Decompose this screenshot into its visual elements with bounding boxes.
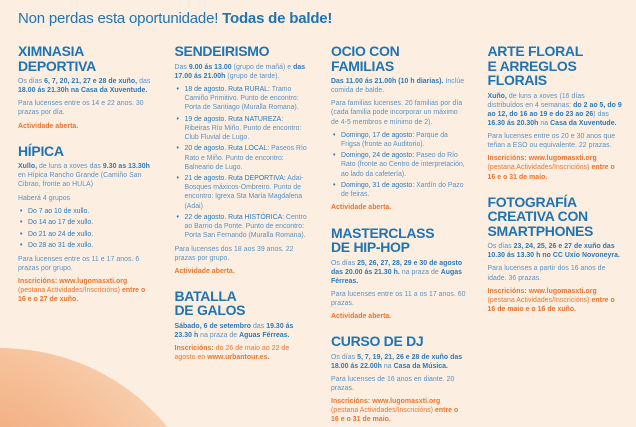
- paragraph-body: [331, 375, 466, 393]
- text-segment: Os días: [331, 259, 358, 267]
- section-batalla-de-galos: [175, 289, 310, 363]
- text-segment: 20 de agosto. Ruta LOCAL:: [184, 145, 270, 153]
- paragraph-body: [175, 245, 310, 263]
- text-segment: Do 28 ao 31 de xullo.: [28, 242, 94, 250]
- section-ocio-con-familias: [331, 44, 466, 213]
- text-segment: 9.00 ás 13.00: [188, 63, 232, 71]
- text-segment: (grupo de tarde).: [225, 72, 280, 80]
- text-segment: Adai-Bosques máxicos-Ombreiro. Punto de encontro: Igrexa Sta María Magdalena (Adai): [184, 175, 304, 210]
- column-3: [331, 44, 466, 427]
- paragraph-body: [331, 99, 466, 126]
- text-segment: entre o 16 e o 31 de maio.: [331, 407, 459, 424]
- text-segment: Paseo do Río Rato (fronte ao Centro de interpretación, ao lado da cafetería).: [341, 152, 465, 178]
- paragraph-lead: [175, 322, 310, 340]
- bullet-marker: •: [176, 145, 179, 153]
- text-segment: Para familias lucenses. 20 familias por día (cada familia pode incorporar un máximo de 4-5 membros e mínimo de 2).: [331, 100, 463, 126]
- bullet-marker: •: [20, 242, 23, 250]
- section-arte-floral-e-arreglos-florais: [488, 44, 623, 182]
- section-curso-de-dj: [331, 334, 466, 424]
- section-title-line: HÍPICA: [18, 142, 64, 159]
- bullet-marker: •: [20, 219, 23, 227]
- text-segment: 22 de agosto. Ruta HISTÓRICA:: [184, 214, 285, 222]
- text-segment: Para lucenses entre os 20 e 30 anos que teñan a ESO ou equivalente. 22 prazas.: [487, 133, 616, 150]
- text-segment: do 2 ao 5, do 9 ao 12, do 16 ao 19 e do 23 ao 26: [487, 101, 622, 118]
- bullet-item: [333, 181, 466, 199]
- text-segment: Inscricións: www.lugomasxti.org: [18, 277, 128, 285]
- bullet-marker: •: [176, 175, 179, 183]
- text-segment: Casa da Xuventude.: [550, 119, 617, 127]
- text-segment: 18 de agosto. Ruta RURAL:: [184, 85, 270, 93]
- page-title: [18, 10, 332, 28]
- text-segment: Inscricións: www.lugomasxti.org: [487, 287, 597, 295]
- text-segment: 25, 26, 27, 28, 29 e 30 de agosto das 20.00 ás 21.30 h.: [331, 259, 463, 276]
- text-segment: das: [251, 322, 267, 330]
- bullet-list: [333, 131, 466, 200]
- section-title-line: XIMNASIA: [18, 43, 85, 59]
- page-title-bold: Todas de balde!: [222, 10, 333, 27]
- paragraph-lead: [331, 259, 466, 286]
- text-segment: Domingo, 31 de agosto:: [341, 182, 415, 190]
- bullet-text: [341, 181, 466, 199]
- column-1: [18, 44, 153, 427]
- section-title: [18, 44, 153, 73]
- bullet-text: [185, 85, 310, 112]
- paragraph-body: [18, 99, 153, 117]
- section-title-line: BATALLA: [174, 287, 237, 304]
- bullet-list: [20, 207, 153, 251]
- text-segment: Domingo, 17 de agosto:: [341, 131, 415, 139]
- text-segment: (pestana Actividades/Inscricións): [18, 286, 122, 294]
- bullet-text: [28, 218, 153, 227]
- section-masterclass-de-hip-hop: [331, 226, 466, 322]
- text-segment: das: [137, 78, 151, 86]
- bullet-text: [185, 174, 310, 210]
- text-segment: Actividade aberta.: [331, 204, 392, 212]
- section-title: [175, 289, 310, 318]
- section-title: [488, 44, 623, 88]
- bullet-item: [177, 174, 310, 210]
- paragraph-lead: [331, 353, 466, 371]
- text-segment: Tramo Camiño Primitivo. Punto de encontro: Porta de Santiago (Muralla Romana).: [184, 85, 299, 111]
- paragraph-lead: [175, 63, 310, 81]
- section-title: [331, 44, 466, 73]
- bullet-text: [341, 151, 466, 178]
- paragraph-note: [18, 122, 153, 131]
- text-segment: Ribeiras Río Miño. Punto de encontro: Club Fluvial de Lugo.: [184, 124, 302, 141]
- text-segment: na: [538, 119, 551, 127]
- bullet-text: [28, 207, 153, 216]
- text-segment: 5, 7, 19, 21, 26 e 28 de xuño das 18.00 ás 22.00h: [331, 353, 463, 370]
- text-segment: de luns a xoves das: [37, 163, 103, 171]
- text-segment: Sábado, 6 de setembro: [174, 322, 251, 330]
- text-segment: Do 14 ao 17 de xullo.: [28, 219, 94, 227]
- text-segment: Os días: [18, 78, 45, 86]
- section-title: [175, 44, 310, 59]
- text-segment: entre o 16 de maio e o 16 de xuño.: [487, 296, 615, 313]
- text-segment: 18.00 ás 21.30h na Casa da Xuventude.: [18, 87, 148, 95]
- text-segment: Do 7 ao 10 de xullo.: [28, 207, 90, 215]
- section-title: [488, 195, 623, 239]
- bullet-marker: •: [333, 131, 336, 139]
- text-segment: Paseos Río Rato e Miño. Punto de encontro: Balneario de Lugo.: [184, 145, 307, 171]
- bullet-text: [341, 131, 466, 149]
- bullet-item: [177, 85, 310, 112]
- bullet-text: [185, 115, 310, 142]
- bullet-item: [177, 144, 310, 171]
- text-segment: na: [381, 362, 394, 370]
- text-segment: Das 11.00 ás 21.00h (10 h diarias).: [331, 78, 444, 86]
- section-ximnasia-deportiva: [18, 44, 153, 131]
- bullet-list: [177, 85, 310, 241]
- text-segment: Aguas Férreas.: [239, 332, 290, 340]
- bullet-text: [28, 241, 153, 250]
- text-segment: Das: [174, 63, 189, 71]
- text-segment: do 26 de maio ao 22 de agosto en: [174, 345, 290, 362]
- bullet-item: [333, 151, 466, 178]
- bullet-marker: •: [333, 182, 336, 190]
- paragraph-note: [331, 203, 466, 212]
- columns-container: [18, 44, 622, 427]
- paragraph-note: [331, 312, 466, 321]
- paragraph-lead: [18, 77, 153, 95]
- section-title-line: ARTE FLORAL: [487, 43, 583, 59]
- paragraph-note: [488, 154, 623, 181]
- section-title-line: FLORAIS: [487, 72, 547, 89]
- text-segment: 9.30 as 13.30h: [102, 163, 150, 171]
- paragraph-note: [175, 267, 310, 276]
- section-fotografia-creativa-con-smartphones: [488, 195, 623, 314]
- paragraph-note: [331, 397, 466, 424]
- text-segment: Actividade aberta.: [331, 313, 392, 321]
- text-segment: Para lucenses entre os 11 a os 17 anos. 60 prazas.: [331, 290, 466, 308]
- text-segment: 19.30 ás 23.30 h: [174, 322, 294, 340]
- section-title-line: OCIO CON: [331, 43, 400, 59]
- bullet-text: [28, 230, 153, 239]
- text-segment: Actividade aberta.: [18, 122, 79, 130]
- text-segment: Centro ao Barrio da Ponte. Punto de encontro: Porta San Fernando (Muralla Romana).: [184, 214, 307, 240]
- section-sendeirismo: [175, 44, 310, 276]
- text-segment: (pestana Actividades/Inscricións): [331, 407, 435, 415]
- text-segment: ) das: [593, 110, 609, 118]
- section-title-line: CREATIVA CON: [487, 208, 588, 225]
- text-segment: de luns a xoves (16 días distribuídos en 4 semanas:: [487, 92, 585, 109]
- section-title-line: DE GALOS: [174, 302, 246, 319]
- paragraph-lead: [488, 242, 623, 260]
- bullet-item: [20, 207, 153, 216]
- bullet-marker: •: [20, 207, 23, 215]
- paragraph-body: [331, 290, 466, 308]
- bullet-item: [20, 218, 153, 227]
- column-4: [488, 44, 623, 427]
- paragraph-body: [488, 264, 623, 282]
- section-title-line: FOTOGRAFÍA: [487, 193, 577, 210]
- paragraph-body: [18, 194, 153, 203]
- text-segment: Actividade aberta.: [174, 267, 235, 275]
- text-segment: Domingo, 24 de agosto:: [341, 152, 415, 160]
- paragraph-lead: [488, 92, 623, 128]
- text-segment: Inclúe comida de balde.: [331, 78, 465, 95]
- column-2: [175, 44, 310, 427]
- bullet-item: [177, 213, 310, 240]
- page-title-regular: Non perdas esta oportunidade!: [18, 10, 223, 27]
- bullet-marker: •: [20, 230, 23, 238]
- text-segment: 19 de agosto. Ruta NATUREZA:: [184, 115, 284, 123]
- bullet-marker: •: [333, 152, 336, 160]
- text-segment: Inscricións: www.lugomasxti.org: [331, 398, 441, 406]
- paragraph-note: [488, 287, 623, 314]
- section-title-line: E ARREGLOS: [487, 57, 577, 74]
- text-segment: 21 de agosto. Ruta DEPORTIVA:: [184, 175, 286, 183]
- section-title: [331, 226, 466, 255]
- bullet-item: [177, 115, 310, 142]
- text-segment: 23, 24, 25, 26 e 27 de xuño das 10.30 ás 13.30 h no CC Uxío Novoneyra.: [487, 243, 620, 260]
- text-segment: 6, 7, 20, 21, 27 e 28 de xuño,: [44, 78, 138, 86]
- text-segment: (grupo de mañá) e: [231, 63, 294, 71]
- section-hipica: [18, 144, 153, 304]
- text-segment: Inscricións: www.lugomasxti.org: [487, 155, 597, 163]
- bullet-marker: •: [176, 85, 179, 93]
- section-title-line: DE HIP-HOP: [331, 239, 410, 256]
- text-segment: das 17.00 ás 21.00h: [174, 63, 306, 80]
- text-segment: entre o 16 e o 31 de maio.: [487, 164, 615, 181]
- text-segment: Augas Férreas.: [331, 268, 463, 285]
- section-title: [18, 144, 153, 159]
- text-segment: Os días: [331, 353, 358, 361]
- section-title-line: DEPORTIVA: [18, 57, 96, 74]
- text-segment: www.urbantour.es.: [207, 354, 270, 362]
- paragraph-lead: [331, 77, 466, 95]
- bullet-text: [185, 213, 310, 240]
- section-title-line: SENDEIRISMO: [174, 43, 270, 59]
- text-segment: Os días: [487, 243, 514, 251]
- text-segment: 16.30 ás 20.30h: [487, 119, 539, 127]
- text-segment: Xardín do Pazo de feiras.: [341, 182, 464, 199]
- bullet-item: [20, 241, 153, 250]
- text-segment: na praza de: [198, 332, 240, 340]
- section-title-line: SMARTPHONES: [487, 222, 594, 239]
- text-segment: (pestana Actividades/Inscricións): [487, 164, 592, 172]
- text-segment: Para lucenses de 16 anos en diante. 20 prazas.: [331, 376, 455, 393]
- text-segment: Do 21 ao 24 de xullo.: [28, 230, 94, 238]
- text-segment: na praza de: [399, 268, 441, 276]
- section-title-line: CURSO DE DJ: [331, 333, 424, 350]
- text-segment: Para lucenses a partir dos 16 anos de idade. 36 prazas.: [487, 265, 606, 282]
- text-segment: Xuño,: [487, 92, 507, 100]
- text-segment: entre o 16 e o 27 de xuño.: [18, 286, 146, 303]
- text-segment: (pestana Actividades/Inscricións): [487, 296, 592, 304]
- text-segment: Xullo,: [18, 163, 38, 171]
- text-segment: Inscricións:: [174, 345, 214, 353]
- paragraph-body: [488, 132, 623, 150]
- text-segment: en Hípica Rancho Grande (Camiño San Cibrao, fronte ao HULA): [18, 172, 142, 189]
- paragraph-lead: [18, 162, 153, 189]
- bullet-marker: •: [176, 214, 179, 222]
- section-title-line: FAMILIAS: [331, 57, 394, 74]
- text-segment: Haberá 4 grupos: [18, 194, 71, 202]
- text-segment: Parque da Frigsa (fronte ao Auditorio).: [341, 131, 448, 148]
- paragraph-note: [175, 344, 310, 362]
- bullet-item: [20, 230, 153, 239]
- paragraph-note: [18, 277, 153, 304]
- bullet-marker: •: [176, 115, 179, 123]
- bullet-text: [185, 144, 310, 171]
- text-segment: Casa da Música.: [393, 362, 449, 370]
- text-segment: Para lucenses entre os 14 e 22 anos. 30 prazas por día.: [18, 100, 144, 117]
- bullet-item: [333, 131, 466, 149]
- text-segment: Para lucenses entre os 11 e 17 anos. 6 prazas por grupo.: [18, 255, 140, 272]
- section-title: [331, 334, 466, 349]
- section-title-line: MASTERCLASS: [331, 224, 435, 241]
- paragraph-body: [18, 255, 153, 273]
- text-segment: Para lucenses dos 18 aos 39 anos. 22 prazas por grupo.: [174, 245, 294, 262]
